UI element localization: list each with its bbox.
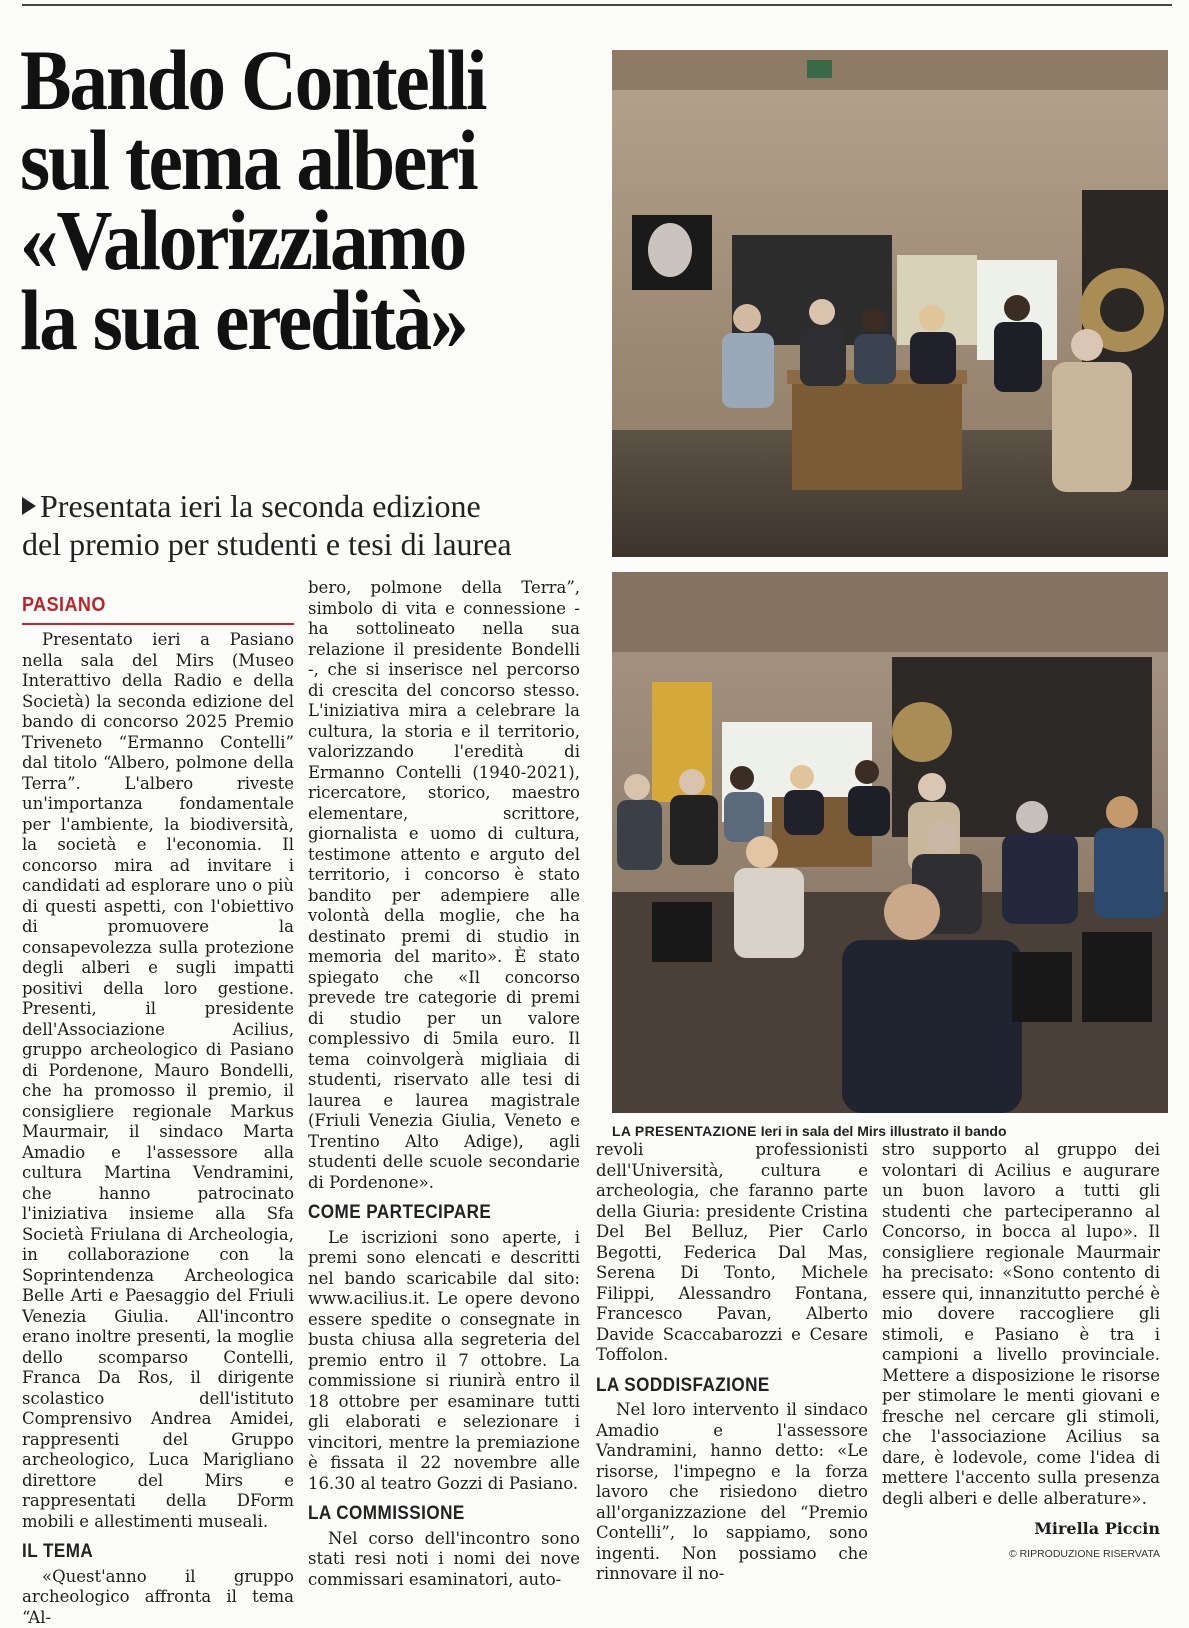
photo-audience (612, 572, 1168, 1113)
kicker-rule (22, 623, 294, 625)
headline-line-1: Bando Contelli (20, 40, 596, 120)
kicker-label: PASIANO (22, 594, 267, 617)
text-column-2 (308, 578, 580, 1590)
triangle-bullet-icon (22, 497, 36, 515)
photo-presentation-table (612, 50, 1168, 557)
paragraph-partecipare: Le iscrizioni sono aperte, i premi sono elencati e descritti nel bando scaricabile dal sito: www.acilius.it. Le opere devono essere spedite o consegnate in busta chiusa alla segreteria del premio entro il 7 ottobre. La commissione si riunirà entro il 18 ottobre per esaminare tutti gli elaborati e selezionare i vincitori, mentre la premiazione è fissata il 22 novembre alle 16.30 al teatro Gozzi di Pasiano. (308, 1228, 580, 1495)
text-column-4 (882, 1140, 1160, 1564)
headline (20, 40, 596, 360)
photo-2-illustration (612, 572, 1168, 1113)
section-heading-partecipare: COME PARTECIPARE (308, 1203, 553, 1224)
subhead-line-1: Presentata ieri la seconda edizione (40, 488, 481, 524)
headline-line-4: la sua eredità» (20, 280, 596, 360)
caption-lead: LA PRESENTAZIONE (612, 1123, 757, 1139)
paragraph-closing: stro supporto al gruppo dei volontari di Acilius e augurare un buon lavoro a tutti gli studenti che parteciperanno al Concorso, in bocca al lupo». Il consigliere regionale Maurmair ha precisato: «Sono contento di essere qui, innanzitutto perché è mio dovere raccogliere gli stimoli, e Pasiano è tra i campioni a livello provinciale. Mettere a disposizione le risorse per stimolare le menti giovani e fresche nel cercare gli stimoli, che l'associazione Acilius sa dare, è lodevole, come l'idea di mettere l'accento sulla presenza degli alberi e delle alberature». (882, 1140, 1160, 1509)
paragraph-tema-start: «Quest'anno il gruppo archeologico affronta il tema “Al- (22, 1567, 294, 1628)
paragraph-soddisfazione: Nel loro intervento il sindaco Amadio e l'assessore Vandramini, hanno detto: «Le risorse, l'impegno e la forza lavoro che risiedono dietro all'organizzazione del “Premio Contelli”, lo sappiamo, sono ingenti. Non possiamo che rinnovare il no- (596, 1400, 868, 1585)
top-rule (22, 4, 1172, 6)
section-heading-soddisfazione: LA SODDISFAZIONE (596, 1376, 841, 1397)
section-heading-commissione: LA COMMISSIONE (308, 1504, 553, 1525)
paragraph-intro: Presentato ieri a Pasiano nella sala del Mirs (Museo Interattivo della Radio e della Società) la seconda edizione del bando di concorso 2025 Premio Triveneto “Ermanno Contelli” dal titolo “Albero, polmone della Terra”. L'albero riveste un'importanza fondamentale per l'ambiente, la biodiversità, la società e l'economia. Il concorso mira ad invitare i candidati ad esplorare uno o più di questi aspetti, con l'obiettivo di promuovere la consapevolezza sulla protezione degli alberi e sugli impatti positivi della loro gestione. Presenti, il presidente dell'Associazione Acilius, gruppo archeologico di Pasiano di Pordenone, Mauro Bondelli, che ha promosso il premio, il consigliere regionale Markus Maurmair, il sindaco Marta Amadio e l'assessore alla cultura Martina Vendramini, che hanno patrocinato l'iniziativa insieme alla Sfa Società Friulana di Archeologia, in collaborazione con la Soprintendenza Archeologica Belle Arti e Paesaggio del Friuli Venezia Giulia. All'incontro erano inoltre presenti, la moglie dello scomparso Contelli, Franca Da Ros, il dirigente scolastico dell'istituto Comprensivo Andrea Amidei, rappresenti del Gruppo archeologico, Luca Marigliano direttore del Mirs e rappresentati della DForm mobili e allestimenti museali. (22, 630, 294, 1532)
byline: Mirella Piccin (882, 1519, 1160, 1540)
paragraph-commissione-start: Nel corso dell'incontro sono stati resi noti i nomi dei nove commissari esaminatori, auto- (308, 1529, 580, 1591)
caption-text: Ieri in sala del Mirs illustrato il bando (757, 1123, 1007, 1139)
section-heading-tema: IL TEMA (22, 1542, 267, 1563)
paragraph-tema-continued: bero, polmone della Terra”, simbolo di vita e connessione - ha sottolineato nella sua relazione il presidente Bondelli -, che si inserisce nel percorso di crescita del concorso stesso. L'iniziativa mira a celebrare la cultura, la storia e il territorio, valorizzando l'eredità di Ermanno Contelli (1940-2021), ricercatore, storico, maestro elementare, scrittore, giornalista e uomo di cultura, testimone attento e arguto del territorio, i concorso è stato bandito per adempiere alle volontà della moglie, che ha destinato premi di studio in memoria del marito». È stato spiegato che «Il concorso prevede tre categorie di premi di studio per un valore complessivo di 5mila euro. Il tema coinvolgerà migliaia di studenti, riservato alle tesi di laurea e laurea magistrale (Friuli Venezia Giulia, Veneto e Trentino Alto Adige), agli studenti delle scuole secondarie di Pordenone». (308, 578, 580, 1193)
subheadline (22, 487, 607, 563)
headline-line-3: «Valorizziamo (20, 200, 596, 280)
subhead-line-2: del premio per studenti e tesi di laurea (22, 525, 607, 563)
text-column-1 (22, 630, 294, 1628)
headline-line-2: sul tema alberi (20, 120, 596, 200)
photo-caption (612, 1123, 1172, 1139)
location-kicker (22, 594, 294, 625)
text-column-3 (596, 1140, 868, 1585)
copyright-notice: © RIPRODUZIONE RISERVATA (882, 1544, 1160, 1565)
paragraph-commissione-continued: revoli professionisti dell'Università, cultura e archeologia, che faranno parte della Giuria: presidente Cristina Del Bel Belluz, Pier Carlo Begotti, Federica Dal Mas, Serena Di Tonto, Michele Filippi, Alessandro Fontana, Francesco Pavan, Alberto Davide Scaccabarozzi e Cesare Toffolon. (596, 1140, 868, 1366)
photo-1-illustration (612, 50, 1168, 557)
